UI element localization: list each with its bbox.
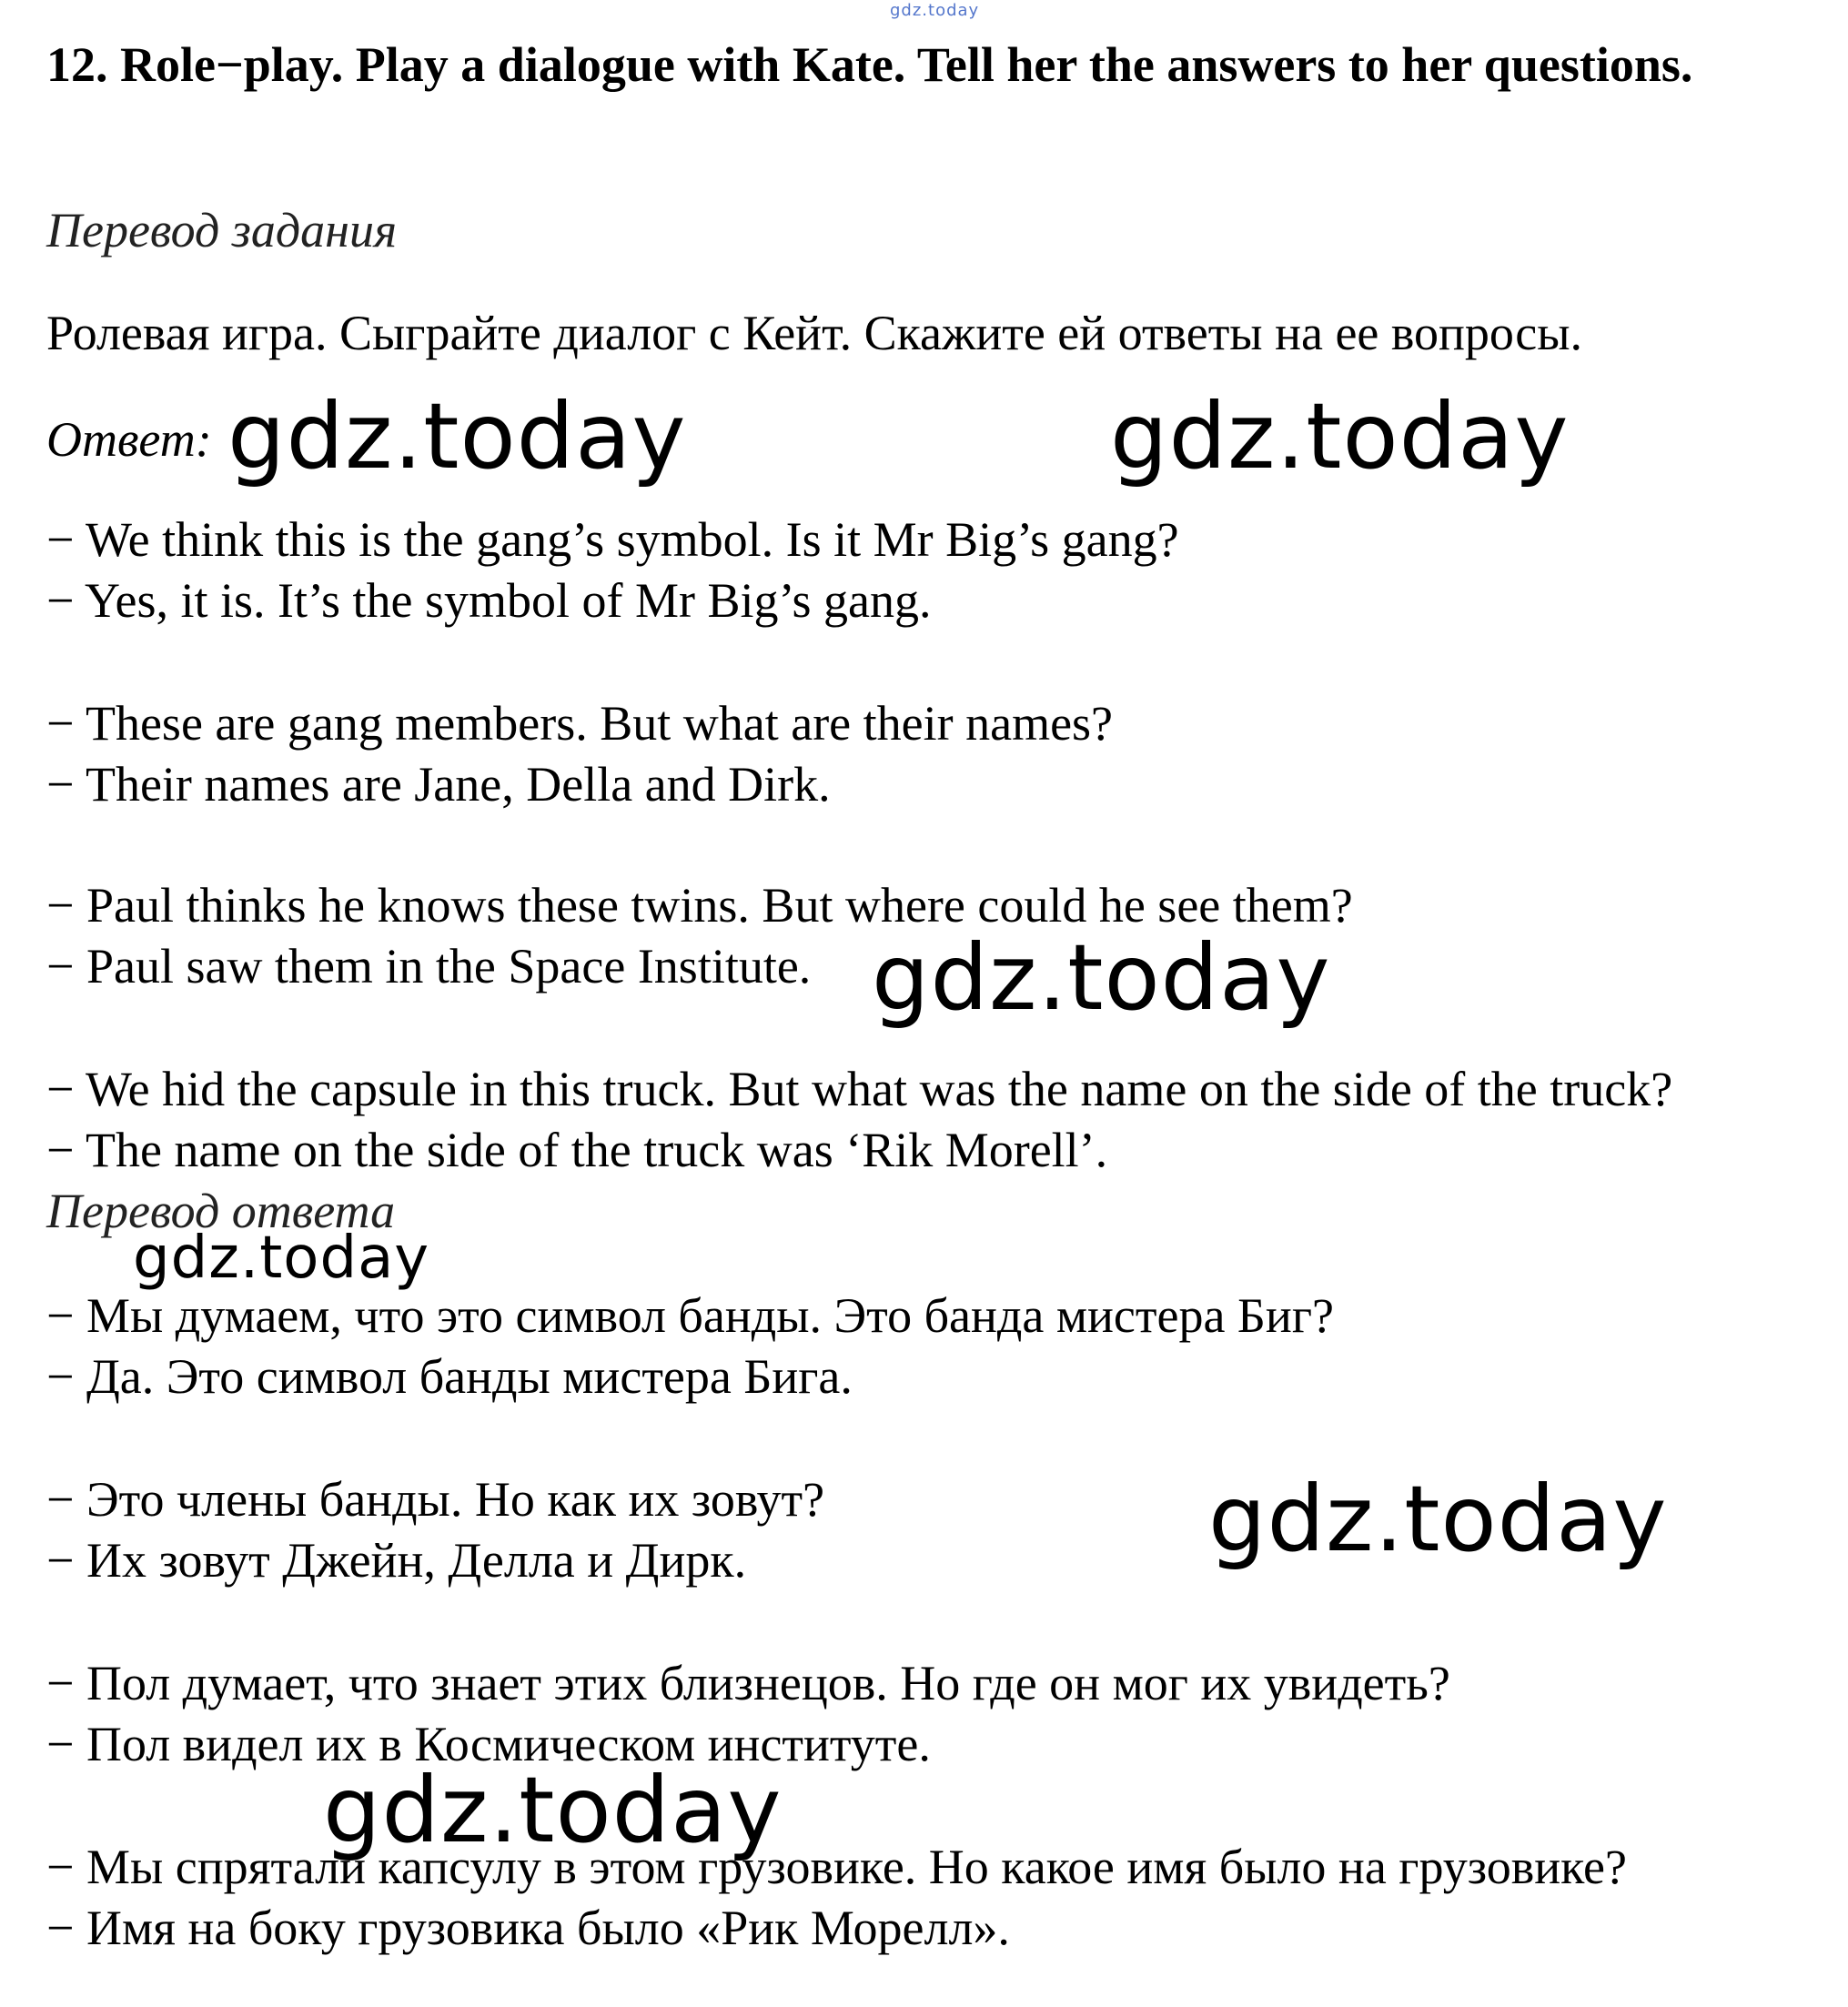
top-watermark: gdz.today	[890, 1, 980, 20]
english-line-7: − We hid the capsule in this truck. But what was the name on the side of the truck?	[46, 1062, 1673, 1116]
english-line-2: − Yes, it is. It’s the symbol of Mr Big’s gang.	[46, 573, 932, 628]
task-translation: Ролевая игра. Сыграйте диалог с Кейт. Скажите ей ответы на ее вопросы.	[46, 306, 1583, 360]
watermark-5: gdz.today	[1208, 1466, 1668, 1572]
task-translation-label: Перевод задания	[46, 203, 398, 257]
russian-line-7: − Мы спрятали капсулу в этом грузовике. Но какое имя было на грузовике?	[46, 1840, 1627, 1894]
watermark-6: gdz.today	[323, 1757, 783, 1863]
english-line-6: − Paul saw them in the Space Institute.	[46, 939, 812, 993]
russian-line-1: − Мы думаем, что это символ банды. Это банда мистера Биг?	[46, 1288, 1334, 1343]
watermark-1: gdz.today	[227, 383, 687, 489]
russian-line-6: − Пол видел их в Космическом институте.	[46, 1717, 931, 1771]
answer-translation-label: Перевод ответа	[46, 1184, 396, 1238]
english-line-8: − The name on the side of the truck was ‘Rik Morell’.	[46, 1123, 1108, 1177]
english-line-3: − These are gang members. But what are their names?	[46, 696, 1114, 751]
russian-line-3: − Это члены банды. Но как их зовут?	[46, 1472, 825, 1527]
english-line-1: − We think this is the gang’s symbol. Is it Mr Big’s gang?	[46, 512, 1179, 567]
english-line-4: − Their names are Jane, Della and Dirk.	[46, 757, 831, 812]
watermark-3: gdz.today	[872, 924, 1331, 1031]
russian-line-2: − Да. Это символ банды мистера Бига.	[46, 1349, 853, 1404]
russian-line-8: − Имя на боку грузовика было «Рик Морелл».	[46, 1901, 1010, 1955]
answer-label: Ответ:	[46, 412, 212, 467]
watermark-4: gdz.today	[133, 1225, 430, 1292]
english-line-5: − Paul thinks he knows these twins. But where could he see them?	[46, 878, 1353, 933]
watermark-2: gdz.today	[1110, 383, 1570, 489]
russian-line-4: − Их зовут Джейн, Делла и Дирк.	[46, 1533, 747, 1588]
task-title: 12. Role−play. Play a dialogue with Kate. Tell her the answers to her questions.	[46, 37, 1693, 92]
russian-line-5: − Пол думает, что знает этих близнецов. Но где он мог их увидеть?	[46, 1656, 1450, 1710]
